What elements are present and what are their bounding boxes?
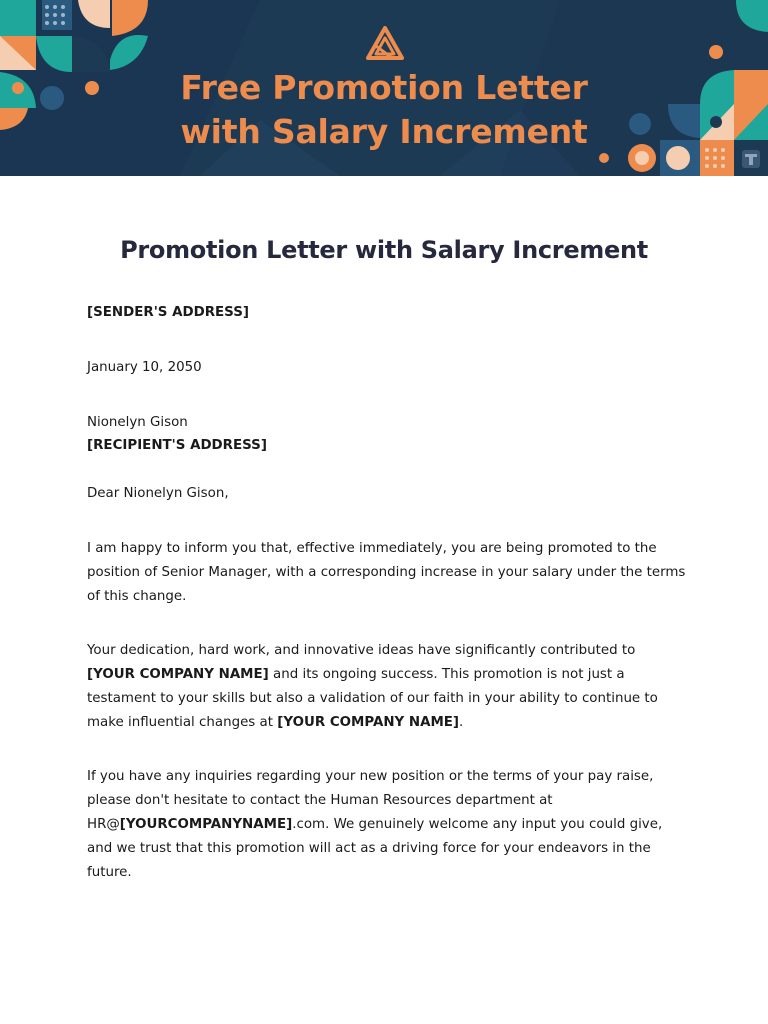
paragraph-text: .com. We genuinely welcome any input you could give, and we trust that this promotion will act as a driving force for your endeavors in the future. (87, 817, 663, 880)
company-name-placeholder: [YOUR COMPANY NAME] (277, 715, 460, 730)
paragraph-text: and its ongoing success. This promotion is not just a testament to your skills but also a validation of our faith in your ability to continue to make influential changes at (87, 667, 658, 730)
paragraph-inquiries (87, 765, 687, 885)
company-email-placeholder: [YOURCOMPANYNAME] (119, 817, 293, 832)
paragraph-text: . (459, 715, 464, 730)
company-name-placeholder: [YOUR COMPANY NAME] (87, 667, 269, 682)
recipient-address: [RECIPIENT'S ADDRESS] (87, 438, 267, 453)
letter-body (0, 176, 768, 1024)
paragraph-promotion: I am happy to inform you that, effective immediately, you are being promoted to the position of Senior Manager, with a corresponding increase in your salary under the terms of this change. (87, 541, 686, 604)
triangle-logo-icon (366, 26, 404, 62)
banner-title (0, 66, 768, 154)
banner-title-line2: with Salary Increment (180, 112, 588, 151)
sender-address: [SENDER'S ADDRESS] (87, 305, 249, 320)
banner-title-line1: Free Promotion Letter (180, 68, 588, 107)
salutation: Dear Nionelyn Gison, (87, 486, 229, 501)
paragraph-dedication (87, 639, 687, 735)
paragraph-text: If you have any inquiries regarding your new position or the terms of your pay raise, please don't hesitate to contact the Human Resources department at HR@ (87, 769, 654, 832)
paragraph-text: Your dedication, hard work, and innovative ideas have significantly contributed to (87, 643, 636, 658)
header-banner (0, 0, 768, 176)
letter-date: January 10, 2050 (87, 360, 202, 375)
recipient-name: Nionelyn Gison (87, 415, 188, 430)
document-title: Promotion Letter with Salary Increment (120, 236, 648, 264)
